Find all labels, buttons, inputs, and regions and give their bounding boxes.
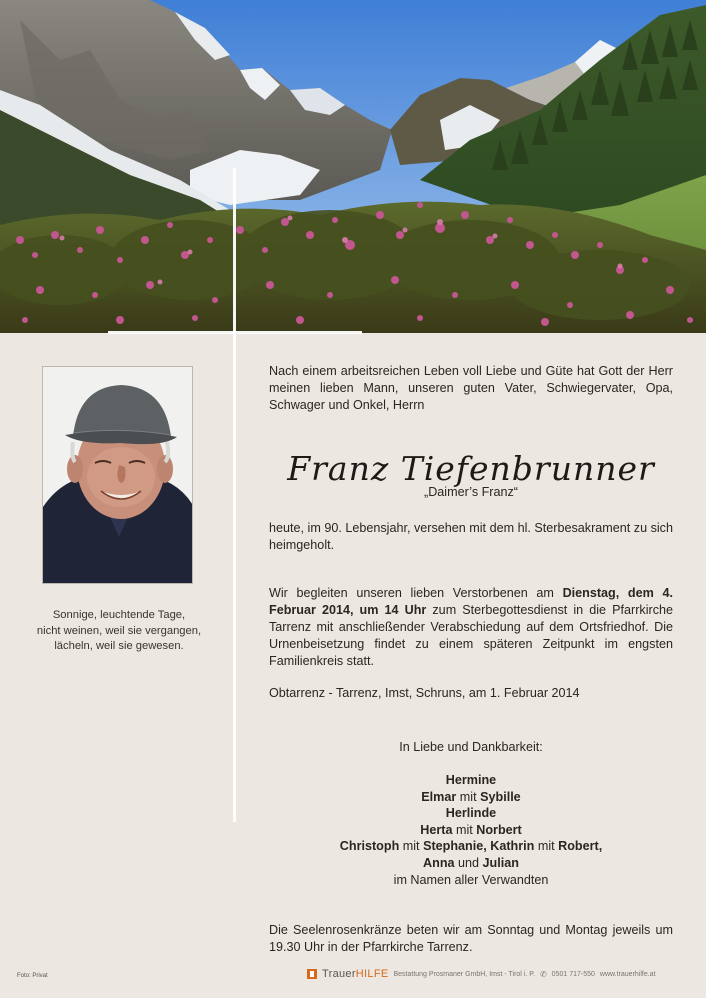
website-link[interactable]: www.trauerhilfe.at — [599, 970, 656, 978]
family-member: Sybille — [480, 789, 521, 804]
family-line — [269, 805, 673, 822]
relatives-line: im Namen aller Verwandten — [393, 872, 549, 887]
family-line — [269, 822, 673, 839]
logo-part-2: HILFE — [355, 968, 389, 980]
family-member: Anna — [423, 855, 455, 870]
photo-credit: Foto: Privat — [17, 973, 48, 979]
family-line — [249, 838, 693, 855]
connector-word: mit — [402, 839, 420, 854]
family-member: Robert, — [558, 839, 603, 854]
family-member: Stephanie, Kathrin — [423, 839, 535, 854]
poem-line: Sonnige, leuchtende Tage, — [52, 609, 186, 621]
logo-part-1: Trauer — [322, 968, 356, 980]
thanks-line: In Liebe und Dankbarkeit: — [399, 740, 543, 754]
family-member: Hermine — [445, 773, 497, 787]
funeral-paragraph — [269, 585, 673, 670]
family-member: Christoph — [339, 839, 400, 854]
connector-word: mit — [459, 789, 477, 804]
poem — [24, 608, 214, 655]
family-list — [269, 772, 673, 872]
family-member: Herlinde — [445, 806, 497, 821]
funeral-text-pre: Wir begleiten unseren lieben Verstorbenen am — [269, 586, 563, 600]
phone-icon: ✆ — [539, 969, 547, 979]
footer — [307, 968, 656, 980]
place-and-date: Obtarrenz - Tarrenz, Imst, Schruns, am 1. Februar 2014 — [269, 686, 580, 700]
connector-word: mit — [537, 839, 555, 854]
family-member: Elmar — [421, 789, 457, 804]
family-line — [269, 855, 673, 872]
portrait-photo — [42, 366, 193, 584]
funeral-text-post: zum Sterbegottesdienst in die Pfarrkirche Tarrenz mit anschließender Verabschiedung auf dem Ortsfriedhof. Die Urnenbeisetzung findet zu einem späteren Zeitpunkt im engsten Familienkreis statt. — [269, 603, 673, 668]
cross-vertical-line — [233, 168, 236, 822]
connector-word: und — [458, 855, 480, 870]
family-member: Norbert — [476, 822, 522, 837]
family-member: Julian — [482, 855, 519, 870]
family-line — [269, 772, 673, 789]
connector-word: mit — [455, 822, 473, 837]
intro-paragraph: Nach einem arbeitsreichen Leben voll Liebe und Güte hat Gott der Herr meinen lieben Mann, unseren guten Vater, Schwiegervater, Opa, Schwager und Onkel, Herrn — [269, 364, 673, 412]
poem-line: nicht weinen, weil sie vergangen, — [36, 624, 202, 637]
family-line — [269, 789, 673, 806]
poem-line: lächeln, weil sie gewesen. — [54, 640, 184, 652]
trauerhilfe-logo-text — [322, 968, 388, 980]
cross-horizontal-line — [108, 331, 362, 334]
rosary-paragraph: Die Seelenrosenkränze beten wir am Sonntag und Montag jeweils um 19.30 Uhr in der Pfarrkirche Tarrenz. — [269, 923, 673, 955]
trauerhilfe-logo-icon — [307, 969, 317, 979]
hero-photo — [0, 0, 706, 333]
deceased-name: Franz Tiefenbrunner — [287, 449, 655, 488]
deceased-nickname: „Daimer’s Franz“ — [424, 485, 518, 499]
family-member: Herta — [420, 822, 453, 837]
age-paragraph: heute, im 90. Lebensjahr, versehen mit dem hl. Sterbesakrament zu sich heimgeholt. — [269, 521, 673, 552]
phone-number: 0501 717-550 — [551, 970, 595, 978]
obituary-text — [269, 363, 673, 956]
funeral-date-time: Dienstag, dem 4. Februar 2014, um 14 Uhr — [269, 586, 673, 617]
company-info: Bestattung Prosmaner GmbH, Imst - Tirol i. P. — [393, 970, 535, 978]
